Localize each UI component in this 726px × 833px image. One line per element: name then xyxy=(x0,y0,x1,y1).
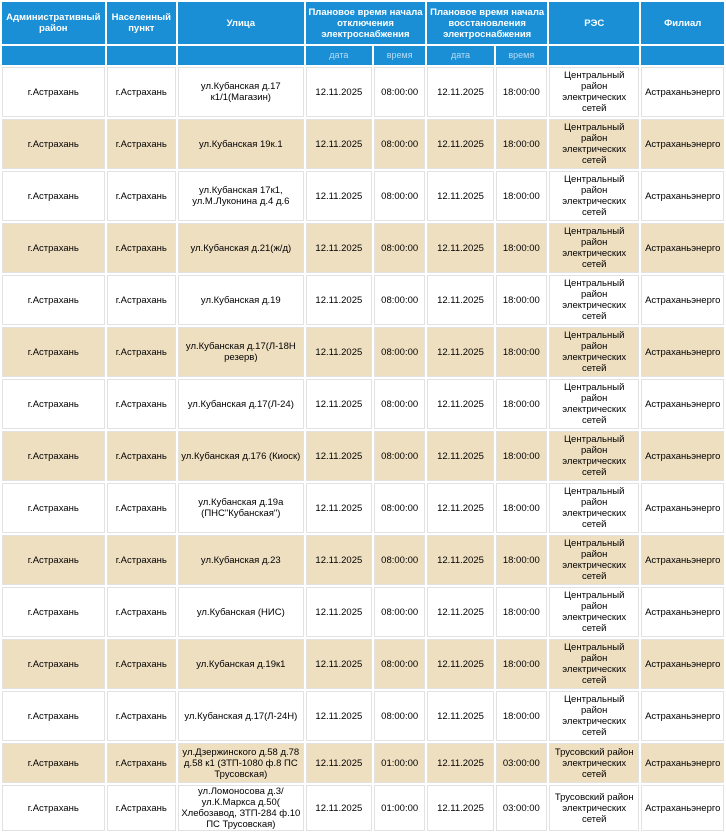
subheader-empty xyxy=(107,46,176,65)
table-row xyxy=(2,785,724,831)
table-header xyxy=(2,2,724,65)
cell-off-date: 12.11.2025 xyxy=(306,119,372,169)
cell-off-date: 12.11.2025 xyxy=(306,327,372,377)
table-row xyxy=(2,431,724,481)
cell-settlement: г.Астрахань xyxy=(107,535,176,585)
cell-on-time: 18:00:00 xyxy=(496,587,547,637)
cell-on-date: 12.11.2025 xyxy=(427,785,493,831)
cell-admin-district: г.Астрахань xyxy=(2,119,105,169)
table-row xyxy=(2,171,724,221)
cell-branch: Астраханьэнерго xyxy=(641,587,724,637)
cell-on-time: 18:00:00 xyxy=(496,171,547,221)
table-row xyxy=(2,327,724,377)
cell-on-time: 03:00:00 xyxy=(496,785,547,831)
cell-off-time: 08:00:00 xyxy=(374,119,425,169)
header-branch: Филиал xyxy=(641,2,724,44)
cell-res: Центральный район электрических сетей xyxy=(549,119,640,169)
cell-off-time: 08:00:00 xyxy=(374,275,425,325)
cell-admin-district: г.Астрахань xyxy=(2,483,105,533)
cell-on-time: 18:00:00 xyxy=(496,223,547,273)
header-res: РЭС xyxy=(549,2,640,44)
cell-off-time: 08:00:00 xyxy=(374,171,425,221)
cell-branch: Астраханьэнерго xyxy=(641,275,724,325)
subheader-empty xyxy=(178,46,304,65)
cell-res: Центральный район электрических сетей xyxy=(549,483,640,533)
subheader-empty xyxy=(549,46,640,65)
cell-settlement: г.Астрахань xyxy=(107,119,176,169)
cell-off-time: 08:00:00 xyxy=(374,639,425,689)
cell-street: ул.Кубанская д.19 xyxy=(178,275,304,325)
cell-off-time: 08:00:00 xyxy=(374,67,425,117)
cell-on-date: 12.11.2025 xyxy=(427,639,493,689)
cell-res: Центральный район электрических сетей xyxy=(549,639,640,689)
cell-street: ул.Кубанская д.176 (Киоск) xyxy=(178,431,304,481)
cell-on-time: 03:00:00 xyxy=(496,743,547,783)
cell-street: ул.Кубанская 19к.1 xyxy=(178,119,304,169)
cell-street: ул.Кубанская д.17 к1/1(Магазин) xyxy=(178,67,304,117)
cell-street: ул.Кубанская 17к1, ул.М.Луконина д.4 д.6 xyxy=(178,171,304,221)
cell-on-date: 12.11.2025 xyxy=(427,67,493,117)
cell-off-date: 12.11.2025 xyxy=(306,691,372,741)
cell-on-time: 18:00:00 xyxy=(496,483,547,533)
cell-on-time: 18:00:00 xyxy=(496,431,547,481)
cell-street: ул.Кубанская д.17(Л-24Н) xyxy=(178,691,304,741)
cell-settlement: г.Астрахань xyxy=(107,639,176,689)
cell-street: ул.Кубанская д.17(Л-18Н резерв) xyxy=(178,327,304,377)
cell-settlement: г.Астрахань xyxy=(107,67,176,117)
cell-settlement: г.Астрахань xyxy=(107,431,176,481)
subheader-on-date: дата xyxy=(427,46,493,65)
cell-settlement: г.Астрахань xyxy=(107,587,176,637)
cell-admin-district: г.Астрахань xyxy=(2,743,105,783)
header-admin-district: Административный район xyxy=(2,2,105,44)
cell-settlement: г.Астрахань xyxy=(107,171,176,221)
cell-branch: Астраханьэнерго xyxy=(641,691,724,741)
cell-settlement: г.Астрахань xyxy=(107,483,176,533)
cell-on-time: 18:00:00 xyxy=(496,119,547,169)
cell-off-time: 08:00:00 xyxy=(374,587,425,637)
table-row xyxy=(2,119,724,169)
cell-on-date: 12.11.2025 xyxy=(427,535,493,585)
cell-admin-district: г.Астрахань xyxy=(2,67,105,117)
cell-branch: Астраханьэнерго xyxy=(641,67,724,117)
cell-on-date: 12.11.2025 xyxy=(427,431,493,481)
cell-admin-district: г.Астрахань xyxy=(2,171,105,221)
cell-street: ул.Кубанская д.23 xyxy=(178,535,304,585)
cell-off-date: 12.11.2025 xyxy=(306,587,372,637)
cell-off-time: 08:00:00 xyxy=(374,327,425,377)
cell-settlement: г.Астрахань xyxy=(107,785,176,831)
cell-branch: Астраханьэнерго xyxy=(641,785,724,831)
table-row xyxy=(2,275,724,325)
cell-admin-district: г.Астрахань xyxy=(2,223,105,273)
cell-off-date: 12.11.2025 xyxy=(306,379,372,429)
cell-off-date: 12.11.2025 xyxy=(306,785,372,831)
cell-admin-district: г.Астрахань xyxy=(2,691,105,741)
cell-off-date: 12.11.2025 xyxy=(306,483,372,533)
cell-street: ул.Ломоносова д.3/ ул.К.Маркса д.50( Хлебозавод, ЗТП-284 ф.10 ПС Трусовская) xyxy=(178,785,304,831)
table-row xyxy=(2,691,724,741)
cell-off-time: 08:00:00 xyxy=(374,431,425,481)
table-row xyxy=(2,743,724,783)
cell-off-time: 08:00:00 xyxy=(374,535,425,585)
table-body xyxy=(2,67,724,831)
cell-res: Центральный район электрических сетей xyxy=(549,67,640,117)
cell-branch: Астраханьэнерго xyxy=(641,327,724,377)
cell-off-date: 12.11.2025 xyxy=(306,743,372,783)
cell-branch: Астраханьэнерго xyxy=(641,119,724,169)
cell-off-date: 12.11.2025 xyxy=(306,67,372,117)
cell-res: Центральный район электрических сетей xyxy=(549,379,640,429)
cell-off-date: 12.11.2025 xyxy=(306,223,372,273)
cell-on-date: 12.11.2025 xyxy=(427,275,493,325)
cell-on-date: 12.11.2025 xyxy=(427,691,493,741)
cell-on-date: 12.11.2025 xyxy=(427,119,493,169)
cell-on-time: 18:00:00 xyxy=(496,327,547,377)
cell-branch: Астраханьэнерго xyxy=(641,379,724,429)
cell-on-date: 12.11.2025 xyxy=(427,327,493,377)
cell-branch: Астраханьэнерго xyxy=(641,743,724,783)
table-row xyxy=(2,223,724,273)
cell-on-time: 18:00:00 xyxy=(496,535,547,585)
table-row xyxy=(2,483,724,533)
cell-settlement: г.Астрахань xyxy=(107,743,176,783)
subheader-on-time: время xyxy=(496,46,547,65)
cell-res: Центральный район электрических сетей xyxy=(549,275,640,325)
cell-street: ул.Кубанская (НИС) xyxy=(178,587,304,637)
cell-street: ул.Кубанская д.19к1 xyxy=(178,639,304,689)
cell-street: ул.Дзержинского д.58 д.78 д.58 к1 (ЗТП-1080 ф.8 ПС Трусовская) xyxy=(178,743,304,783)
cell-settlement: г.Астрахань xyxy=(107,223,176,273)
cell-on-date: 12.11.2025 xyxy=(427,379,493,429)
cell-branch: Астраханьэнерго xyxy=(641,535,724,585)
cell-res: Центральный район электрических сетей xyxy=(549,431,640,481)
cell-off-time: 01:00:00 xyxy=(374,785,425,831)
cell-on-date: 12.11.2025 xyxy=(427,171,493,221)
cell-res: Трусовский район электрических сетей xyxy=(549,743,640,783)
cell-branch: Астраханьэнерго xyxy=(641,431,724,481)
table-row xyxy=(2,67,724,117)
header-street: Улица xyxy=(178,2,304,44)
cell-street: ул.Кубанская д.21(ж/д) xyxy=(178,223,304,273)
cell-admin-district: г.Астрахань xyxy=(2,379,105,429)
header-planned-off: Плановое время начала отключения электроснабжения xyxy=(306,2,426,44)
cell-settlement: г.Астрахань xyxy=(107,379,176,429)
cell-on-time: 18:00:00 xyxy=(496,639,547,689)
cell-branch: Астраханьэнерго xyxy=(641,223,724,273)
cell-admin-district: г.Астрахань xyxy=(2,327,105,377)
cell-off-date: 12.11.2025 xyxy=(306,275,372,325)
cell-on-date: 12.11.2025 xyxy=(427,587,493,637)
subheader-empty xyxy=(641,46,724,65)
table-row xyxy=(2,639,724,689)
cell-res: Центральный район электрических сетей xyxy=(549,535,640,585)
cell-on-date: 12.11.2025 xyxy=(427,223,493,273)
cell-off-time: 01:00:00 xyxy=(374,743,425,783)
cell-branch: Астраханьэнерго xyxy=(641,171,724,221)
cell-branch: Астраханьэнерго xyxy=(641,639,724,689)
cell-res: Центральный район электрических сетей xyxy=(549,327,640,377)
cell-settlement: г.Астрахань xyxy=(107,275,176,325)
cell-on-time: 18:00:00 xyxy=(496,67,547,117)
cell-admin-district: г.Астрахань xyxy=(2,639,105,689)
cell-res: Трусовский район электрических сетей xyxy=(549,785,640,831)
cell-admin-district: г.Астрахань xyxy=(2,785,105,831)
table-row xyxy=(2,587,724,637)
subheader-empty xyxy=(2,46,105,65)
cell-off-time: 08:00:00 xyxy=(374,379,425,429)
cell-res: Центральный район электрических сетей xyxy=(549,587,640,637)
cell-on-time: 18:00:00 xyxy=(496,691,547,741)
cell-admin-district: г.Астрахань xyxy=(2,587,105,637)
cell-res: Центральный район электрических сетей xyxy=(549,691,640,741)
cell-on-date: 12.11.2025 xyxy=(427,743,493,783)
cell-off-date: 12.11.2025 xyxy=(306,431,372,481)
cell-admin-district: г.Астрахань xyxy=(2,535,105,585)
cell-settlement: г.Астрахань xyxy=(107,327,176,377)
cell-off-date: 12.11.2025 xyxy=(306,171,372,221)
table-row xyxy=(2,535,724,585)
cell-off-time: 08:00:00 xyxy=(374,223,425,273)
cell-settlement: г.Астрахань xyxy=(107,691,176,741)
header-settlement: Населенный пункт xyxy=(107,2,176,44)
cell-branch: Астраханьэнерго xyxy=(641,483,724,533)
cell-admin-district: г.Астрахань xyxy=(2,431,105,481)
cell-off-date: 12.11.2025 xyxy=(306,639,372,689)
cell-street: ул.Кубанская д.19а (ПНС"Кубанская") xyxy=(178,483,304,533)
cell-admin-district: г.Астрахань xyxy=(2,275,105,325)
cell-on-time: 18:00:00 xyxy=(496,379,547,429)
subheader-off-date: дата xyxy=(306,46,372,65)
cell-off-date: 12.11.2025 xyxy=(306,535,372,585)
cell-off-time: 08:00:00 xyxy=(374,691,425,741)
header-planned-on: Плановое время начала восстановления электроснабжения xyxy=(427,2,547,44)
cell-res: Центральный район электрических сетей xyxy=(549,171,640,221)
cell-off-time: 08:00:00 xyxy=(374,483,425,533)
cell-on-time: 18:00:00 xyxy=(496,275,547,325)
cell-res: Центральный район электрических сетей xyxy=(549,223,640,273)
subheader-off-time: время xyxy=(374,46,425,65)
table-row xyxy=(2,379,724,429)
cell-street: ул.Кубанская д.17(Л-24) xyxy=(178,379,304,429)
cell-on-date: 12.11.2025 xyxy=(427,483,493,533)
